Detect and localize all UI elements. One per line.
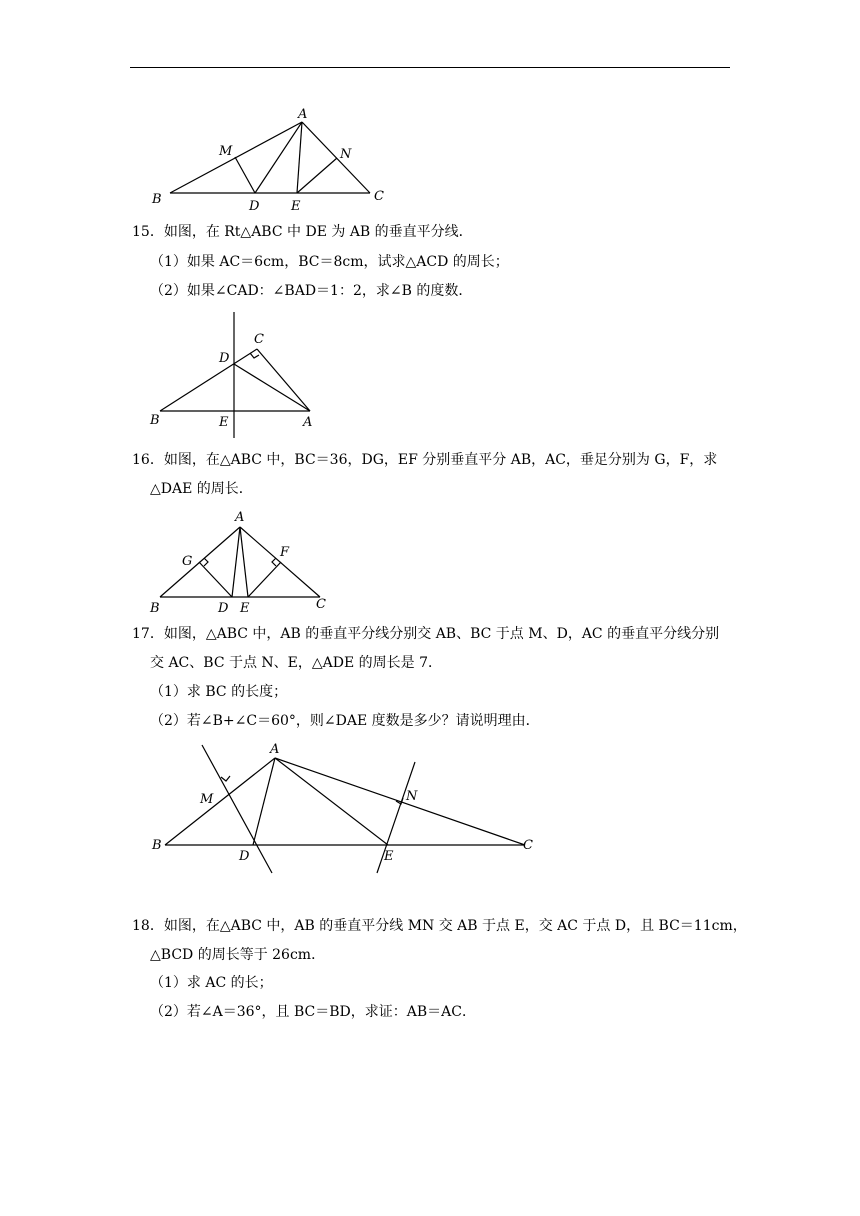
fig14-label-C: C — [374, 189, 384, 204]
fig16-label-A: A — [235, 510, 245, 525]
fig15-label-D: D — [219, 351, 230, 366]
fig15-label-C: C — [254, 332, 264, 347]
fig16-label-G: G — [182, 554, 193, 569]
fig16-label-E: E — [240, 601, 250, 616]
fig16-label-C: C — [316, 597, 326, 612]
fig14-label-D: D — [249, 199, 260, 214]
problem-17-stem: 17．如图，△ABC 中，AB 的垂直平分线分别交 AB、BC 于点 M、D，AC 的垂直平分线分别 — [132, 626, 720, 642]
problem-17-q2: （2）若∠B+∠C＝60°，则∠DAE 度数是多少？请说明理由． — [150, 713, 540, 729]
problem-18-stem-cont: △BCD 的周长等于 26cm． — [150, 947, 326, 963]
problem-18-q2: （2）若∠A＝36°，且 BC＝BD，求证：AB＝AC． — [150, 1004, 477, 1020]
fig15-label-B: B — [150, 413, 160, 428]
fig17-label-M: M — [200, 792, 214, 807]
problem-18-q1: （1）求 AC 的长； — [150, 975, 273, 991]
fig15-label-A: A — [303, 415, 313, 430]
problem-16-stem: 16．如图，在△ABC 中，BC＝36，DG，EF 分别垂直平分 AB，AC，垂足分别为 G，F，求 — [132, 452, 718, 468]
fig17-label-B: B — [152, 838, 162, 853]
fig15-label-E: E — [219, 415, 229, 430]
fig17-label-C: C — [523, 838, 533, 853]
fig14-label-A: A — [298, 107, 308, 122]
problem-15-stem: 15．如图，在 Rt△ABC 中 DE 为 AB 的垂直平分线． — [132, 224, 473, 240]
fig17-label-D: D — [239, 849, 250, 864]
fig14-label-E: E — [291, 199, 301, 214]
fig17-label-A: A — [270, 742, 280, 757]
problem-16-stem-cont: △DAE 的周长． — [150, 481, 253, 497]
fig16-label-B: B — [150, 601, 160, 616]
problem-17-stem-cont: 交 AC、BC 于点 N、E，△ADE 的周长是 7． — [150, 655, 443, 671]
problem-17-q1: （1）求 BC 的长度； — [150, 684, 288, 700]
figure-17 — [165, 745, 525, 873]
problem-15-q2: （2）如果∠CAD：∠BAD＝1：2，求∠B 的度数． — [150, 283, 473, 299]
fig14-label-M: M — [219, 144, 233, 159]
fig17-label-E: E — [384, 849, 394, 864]
problem-18-stem: 18．如图，在△ABC 中，AB 的垂直平分线 MN 交 AB 于点 E，交 AC 于点 D，且 BC＝11cm， — [132, 918, 747, 934]
fig14-label-B: B — [152, 192, 162, 207]
figure-15 — [160, 312, 313, 438]
fig17-label-N: N — [406, 789, 418, 804]
fig14-label-N: N — [340, 147, 352, 162]
fig16-label-F: F — [280, 545, 290, 560]
fig16-label-D: D — [218, 601, 229, 616]
problem-15-q1: （1）如果 AC＝6cm，BC＝8cm，试求△ACD 的周长； — [150, 254, 509, 270]
